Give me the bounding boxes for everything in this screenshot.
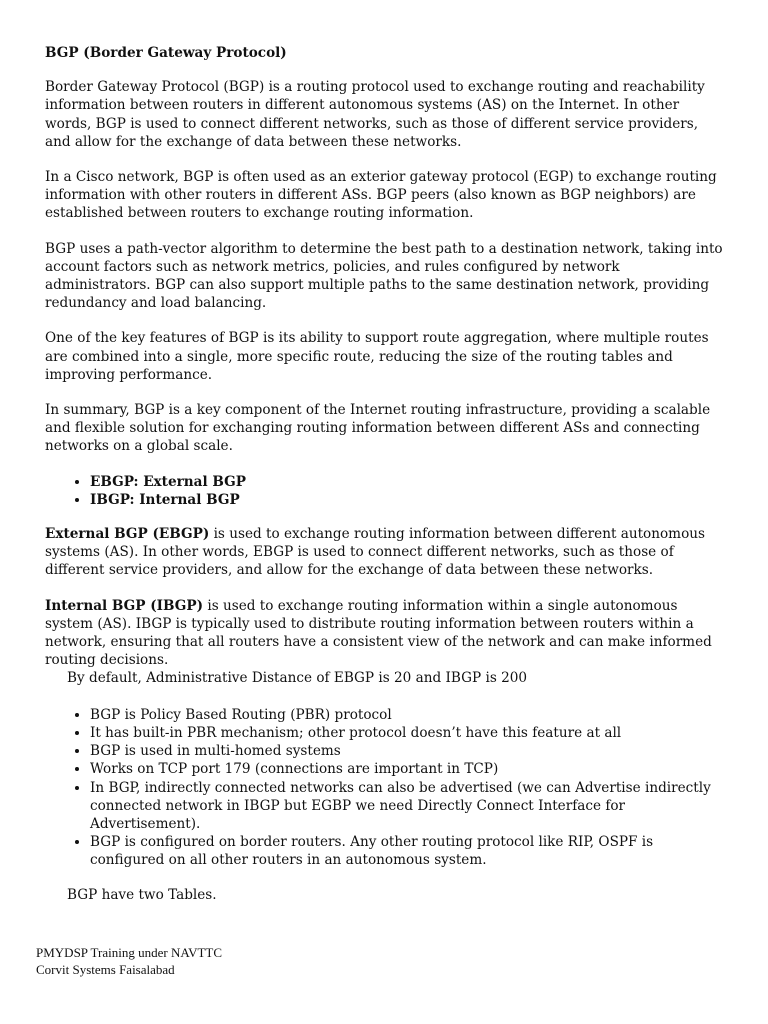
- tables-line: BGP have two Tables.: [67, 886, 217, 903]
- list-item: • BGP is Policy Based Routing (PBR) protocol: [90, 706, 725, 724]
- intro-paragraph-4: One of the key features of BGP is its ability to support route aggregation, where multiple routes are combined into a single, more specific route, reducing the size of the routing tables and improving performance.: [45, 330, 709, 383]
- ebgp-term: External BGP (EBGP): [45, 526, 210, 543]
- document-page: [45, 44, 725, 922]
- list-item-ebgp: • EBGP: External BGP: [90, 473, 725, 491]
- intro-paragraph-3: BGP uses a path-vector algorithm to determine the best path to a destination network, taking into account factors such as network metrics, policies, and rules configured by network administrators. BGP can also support multiple paths to the same destination network, providing redundancy and load balancing.: [45, 240, 723, 312]
- list-item: • BGP is configured on border routers. Any other routing protocol like RIP, OSPF is configured on all other routers in an autonomous system.: [90, 833, 725, 869]
- list-item: • Works on TCP port 179 (connections are important in TCP): [90, 760, 725, 778]
- ibgp-paragraph: [45, 597, 725, 670]
- bgp-features-list: [45, 706, 725, 870]
- bgp-types-list: [45, 473, 725, 509]
- admin-distance-line: By default, Administrative Distance of EBGP is 20 and IBGP is 200: [67, 670, 528, 687]
- page-footer: [36, 944, 222, 978]
- intro-paragraph-5: In summary, BGP is a key component of the Internet routing infrastructure, providing a scalable and flexible solution for exchanging routing information between different ASs and connecting networks on a global scale.: [45, 402, 711, 455]
- footer-line-2: Corvit Systems Faisalabad: [36, 962, 175, 977]
- ebgp-paragraph: [45, 525, 725, 580]
- ebgp-description: is used to exchange routing information between different autonomous systems (AS). In other words, EBGP is used to connect different networks, such as those of different service providers, and allow for the exchange of data between these networks.: [45, 526, 705, 579]
- footer-line-1: PMYDSP Training under NAVTTC: [36, 945, 223, 960]
- intro-paragraph-1: Border Gateway Protocol (BGP) is a routing protocol used to exchange routing and reachability information between routers in different autonomous systems (AS) on the Internet. In other words, BGP is used to connect different networks, such as those of different service providers, and allow for the exchange of data between these networks.: [45, 79, 705, 150]
- ibgp-term: Internal BGP (IBGP): [45, 597, 204, 614]
- list-item: • It has built-in PBR mechanism; other protocol doesn’t have this feature at all: [90, 724, 725, 742]
- list-item-ibgp: • IBGP: Internal BGP: [90, 491, 725, 509]
- page-title: BGP (Border Gateway Protocol): [45, 45, 287, 61]
- list-item: • In BGP, indirectly connected networks can also be advertised (we can Advertise indirectly connected network in IBGP but EGBP we need Directly Connect Interface for Advertisement).: [90, 779, 725, 834]
- list-item: • BGP is used in multi-homed systems: [90, 742, 725, 760]
- ibgp-description: is used to exchange routing information within a single autonomous system (AS). IBGP is typically used to distribute routing information between routers within a network, ensuring that all routers have a consistent view of the network and can make informed routing decisions.: [45, 597, 712, 669]
- intro-paragraph-2: In a Cisco network, BGP is often used as an exterior gateway protocol (EGP) to exchange routing information with other routers in different ASs. BGP peers (also known as BGP neighbors) are established between routers to exchange routing information.: [45, 169, 717, 222]
